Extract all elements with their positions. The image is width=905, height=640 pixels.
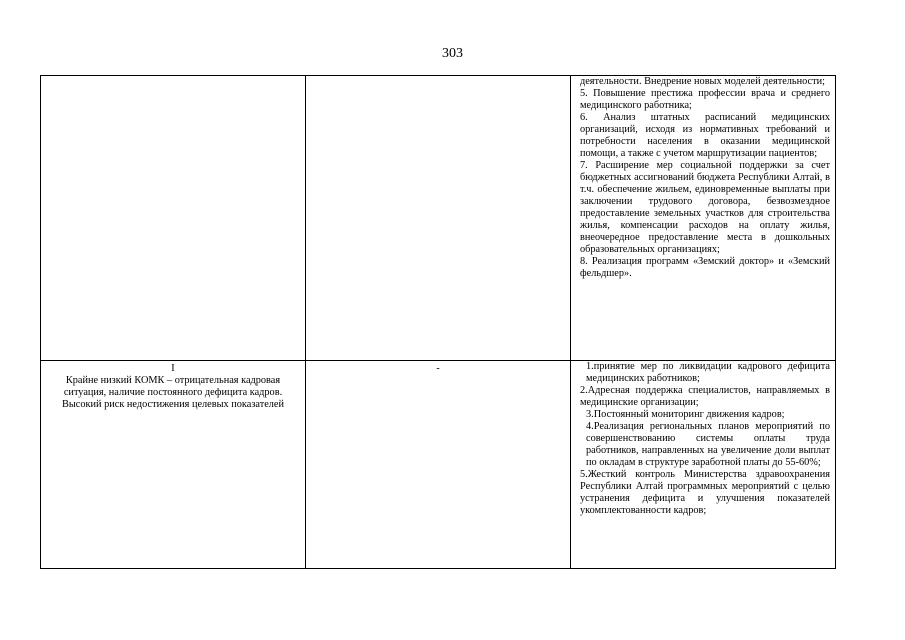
level-cell (41, 361, 306, 569)
table-row (41, 361, 836, 569)
measure-item: 5. Повышение престижа профессии врача и среднего медицинского работника; (580, 88, 830, 111)
measure-item: 7. Расширение мер социальной поддержки за счет бюджетных ассигнований бюджета Республики Алтай, в т.ч. обеспечение жильем, единовременные выплаты при заключении трудового договора, безвозмездное предоставление земельных участков для строительства жилья, компенсации расходов на оплату жилья, внеочередное предоставление места в дошкольных образовательных организациях; (580, 160, 830, 255)
level-cell (41, 76, 306, 361)
measure-item: 4.Реализация региональных планов мероприятий по совершенствованию системы оплаты труда работников, направленных на увеличение доли выплат по окладам в структуре заработной платы до 55-60%; (586, 421, 830, 468)
page-number: 303 (442, 46, 463, 61)
level-number: I (171, 363, 175, 374)
measure-item: 8. Реализация программ «Земский доктор» и «Земский фельдшер». (580, 256, 830, 279)
measure-item: деятельности. Внедрение новых моделей деятельности; (580, 76, 825, 87)
measure-item: 5.Жесткий контроль Министерства здравоохранения Республики Алтай программных мероприятий с целью устранения дефицита и улучшения показателей укомплектованности кадров; (580, 469, 830, 516)
measures-cell (571, 361, 836, 569)
indicator-cell (306, 76, 571, 361)
table-row (41, 76, 836, 361)
measure-item: 6. Анализ штатных расписаний медицинских организаций, исходя из нормативных требований и потребности населения в оказании медицинской помощи, а также с учетом маршрутизации пациентов; (580, 112, 830, 159)
measure-item: 1.принятие мер по ликвидации кадрового дефицита медицинских работников; (586, 361, 830, 384)
measures-cell (571, 76, 836, 361)
indicator-value: - (436, 363, 440, 374)
level-description: Крайне низкий КОМК – отрицательная кадровая ситуация, наличие постоянного дефицита кадров. Высокий риск недостижения целевых показателей (62, 375, 284, 410)
measures-table (40, 75, 836, 569)
measure-item: 2.Адресная поддержка специалистов, направляемых в медицинские организации; (580, 385, 830, 408)
indicator-cell (306, 361, 571, 569)
measure-item: 3.Постоянный мониторинг движения кадров; (586, 409, 785, 420)
